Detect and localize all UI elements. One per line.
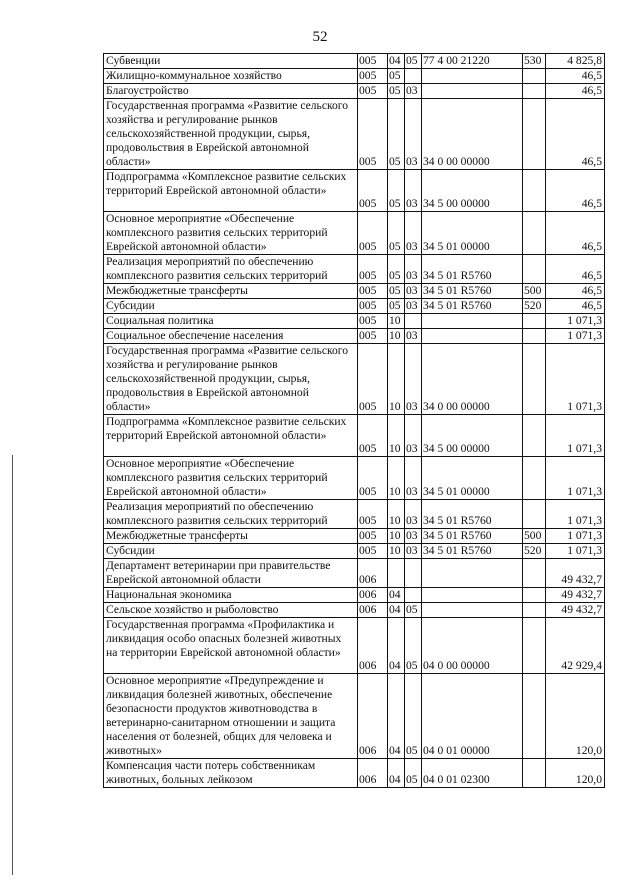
cell-rz: 10 bbox=[388, 500, 405, 529]
cell-ved: 005 bbox=[358, 344, 388, 415]
cell-sum: 49 432,7 bbox=[546, 588, 605, 603]
cell-sum: 120,0 bbox=[546, 759, 605, 788]
cell-name: Государственная программа «Развитие сельского хозяйства и регулирование рынков сельскохозяйственной продукции, сырья, продовольствия в Еврейской автономной области» bbox=[104, 344, 358, 415]
budget-table bbox=[103, 53, 605, 788]
cell-vr bbox=[523, 588, 546, 603]
cell-ved: 005 bbox=[358, 69, 388, 84]
cell-csr: 77 4 00 21220 bbox=[422, 54, 523, 69]
cell-ved: 006 bbox=[358, 559, 388, 588]
cell-csr: 34 5 01 R5760 bbox=[422, 500, 523, 529]
cell-pr bbox=[405, 314, 422, 329]
table-row bbox=[104, 529, 605, 544]
cell-ved: 006 bbox=[358, 674, 388, 759]
cell-rz: 05 bbox=[388, 299, 405, 314]
cell-rz: 10 bbox=[388, 415, 405, 457]
table-row bbox=[104, 54, 605, 69]
table-row bbox=[104, 559, 605, 588]
cell-rz: 04 bbox=[388, 759, 405, 788]
table-row bbox=[104, 99, 605, 170]
cell-name: Компенсация части потерь собственникам животных, больных лейкозом bbox=[104, 759, 358, 788]
cell-pr: 03 bbox=[405, 344, 422, 415]
table-row bbox=[104, 500, 605, 529]
cell-sum: 49 432,7 bbox=[546, 603, 605, 618]
cell-pr: 05 bbox=[405, 603, 422, 618]
cell-csr: 34 5 01 R5760 bbox=[422, 284, 523, 299]
table-row bbox=[104, 457, 605, 500]
cell-vr bbox=[523, 674, 546, 759]
table-body bbox=[104, 54, 605, 788]
cell-pr: 03 bbox=[405, 284, 422, 299]
cell-name: Социальное обеспечение населения bbox=[104, 329, 358, 344]
cell-vr bbox=[523, 314, 546, 329]
cell-pr: 03 bbox=[405, 212, 422, 255]
cell-vr bbox=[523, 212, 546, 255]
cell-name: Реализация мероприятий по обеспечению комплексного развития сельских территорий bbox=[104, 500, 358, 529]
table-row bbox=[104, 69, 605, 84]
cell-pr: 03 bbox=[405, 99, 422, 170]
cell-rz: 10 bbox=[388, 529, 405, 544]
cell-vr bbox=[523, 99, 546, 170]
cell-sum: 46,5 bbox=[546, 299, 605, 314]
cell-pr: 03 bbox=[405, 457, 422, 500]
cell-sum: 49 432,7 bbox=[546, 559, 605, 588]
cell-pr: 05 bbox=[405, 618, 422, 674]
cell-pr bbox=[405, 69, 422, 84]
cell-name: Подпрограмма «Комплексное развитие сельских территорий Еврейской автономной области» bbox=[104, 170, 358, 212]
table-row bbox=[104, 544, 605, 559]
cell-vr bbox=[523, 415, 546, 457]
cell-csr: 34 5 00 00000 bbox=[422, 415, 523, 457]
cell-rz: 05 bbox=[388, 99, 405, 170]
cell-csr bbox=[422, 603, 523, 618]
cell-pr: 03 bbox=[405, 329, 422, 344]
cell-vr bbox=[523, 618, 546, 674]
cell-rz: 10 bbox=[388, 457, 405, 500]
cell-sum: 1 071,3 bbox=[546, 529, 605, 544]
cell-name: Сельское хозяйство и рыболовство bbox=[104, 603, 358, 618]
cell-sum: 46,5 bbox=[546, 69, 605, 84]
cell-sum: 46,5 bbox=[546, 99, 605, 170]
cell-name: Департамент ветеринарии при правительстве Еврейской автономной области bbox=[104, 559, 358, 588]
cell-rz: 05 bbox=[388, 212, 405, 255]
table-row bbox=[104, 170, 605, 212]
cell-csr: 34 5 01 R5760 bbox=[422, 255, 523, 284]
cell-sum: 1 071,3 bbox=[546, 314, 605, 329]
cell-pr: 03 bbox=[405, 415, 422, 457]
cell-csr: 34 5 01 R5760 bbox=[422, 299, 523, 314]
cell-ved: 005 bbox=[358, 529, 388, 544]
cell-csr bbox=[422, 329, 523, 344]
cell-vr: 500 bbox=[523, 529, 546, 544]
cell-sum: 46,5 bbox=[546, 212, 605, 255]
cell-sum: 46,5 bbox=[546, 84, 605, 99]
cell-vr bbox=[523, 603, 546, 618]
table-row bbox=[104, 212, 605, 255]
cell-csr: 04 0 00 00000 bbox=[422, 618, 523, 674]
cell-ved: 005 bbox=[358, 544, 388, 559]
table-row bbox=[104, 299, 605, 314]
cell-ved: 005 bbox=[358, 299, 388, 314]
cell-rz: 05 bbox=[388, 170, 405, 212]
cell-name: Основное мероприятие «Предупреждение и ликвидация болезней животных, обеспечение безопасности продуктов животноводства в ветеринарно-санитарном отношении и защита населения от болезней, общих для человека и животных» bbox=[104, 674, 358, 759]
cell-name: Межбюджетные трансферты bbox=[104, 284, 358, 299]
cell-csr bbox=[422, 588, 523, 603]
table-row bbox=[104, 84, 605, 99]
cell-pr: 03 bbox=[405, 500, 422, 529]
cell-vr: 500 bbox=[523, 284, 546, 299]
cell-csr: 04 0 01 00000 bbox=[422, 674, 523, 759]
cell-rz: 04 bbox=[388, 674, 405, 759]
cell-name: Субвенции bbox=[104, 54, 358, 69]
cell-pr: 03 bbox=[405, 544, 422, 559]
cell-rz: 10 bbox=[388, 344, 405, 415]
cell-csr bbox=[422, 84, 523, 99]
cell-pr: 03 bbox=[405, 84, 422, 99]
cell-vr: 520 bbox=[523, 299, 546, 314]
margin-line bbox=[12, 455, 13, 875]
cell-rz: 10 bbox=[388, 314, 405, 329]
table-row bbox=[104, 314, 605, 329]
cell-rz: 05 bbox=[388, 255, 405, 284]
cell-pr: 03 bbox=[405, 529, 422, 544]
cell-vr bbox=[523, 559, 546, 588]
cell-csr: 34 5 01 00000 bbox=[422, 457, 523, 500]
cell-vr: 530 bbox=[523, 54, 546, 69]
cell-csr: 34 0 00 00000 bbox=[422, 99, 523, 170]
table-row bbox=[104, 284, 605, 299]
cell-rz: 10 bbox=[388, 329, 405, 344]
cell-csr: 34 5 01 R5760 bbox=[422, 529, 523, 544]
cell-ved: 005 bbox=[358, 329, 388, 344]
cell-name: Субсидии bbox=[104, 544, 358, 559]
table-row bbox=[104, 344, 605, 415]
table-row bbox=[104, 415, 605, 457]
table-row bbox=[104, 255, 605, 284]
cell-rz bbox=[388, 559, 405, 588]
cell-name: Государственная программа «Профилактика и ликвидация особо опасных болезней животных на территории Еврейской автономной области» bbox=[104, 618, 358, 674]
cell-name: Благоустройство bbox=[104, 84, 358, 99]
cell-pr: 05 bbox=[405, 759, 422, 788]
cell-vr bbox=[523, 457, 546, 500]
cell-rz: 10 bbox=[388, 544, 405, 559]
cell-sum: 1 071,3 bbox=[546, 457, 605, 500]
cell-vr bbox=[523, 170, 546, 212]
cell-sum: 4 825,8 bbox=[546, 54, 605, 69]
cell-ved: 005 bbox=[358, 170, 388, 212]
cell-csr: 34 0 00 00000 bbox=[422, 344, 523, 415]
cell-ved: 005 bbox=[358, 54, 388, 69]
table-row bbox=[104, 603, 605, 618]
cell-sum: 42 929,4 bbox=[546, 618, 605, 674]
cell-sum: 1 071,3 bbox=[546, 329, 605, 344]
cell-sum: 46,5 bbox=[546, 284, 605, 299]
cell-vr bbox=[523, 329, 546, 344]
cell-ved: 005 bbox=[358, 415, 388, 457]
cell-csr bbox=[422, 559, 523, 588]
table-row bbox=[104, 329, 605, 344]
cell-csr bbox=[422, 69, 523, 84]
cell-ved: 005 bbox=[358, 212, 388, 255]
cell-vr bbox=[523, 500, 546, 529]
cell-pr: 03 bbox=[405, 255, 422, 284]
cell-name: Государственная программа «Развитие сельского хозяйства и регулирование рынков сельскохозяйственной продукции, сырья, продовольствия в Еврейской автономной области» bbox=[104, 99, 358, 170]
table-row bbox=[104, 618, 605, 674]
cell-pr: 05 bbox=[405, 54, 422, 69]
cell-ved: 006 bbox=[358, 588, 388, 603]
cell-rz: 05 bbox=[388, 84, 405, 99]
cell-ved: 005 bbox=[358, 500, 388, 529]
cell-name: Национальная экономика bbox=[104, 588, 358, 603]
cell-ved: 005 bbox=[358, 99, 388, 170]
cell-pr: 03 bbox=[405, 170, 422, 212]
cell-rz: 04 bbox=[388, 588, 405, 603]
cell-ved: 005 bbox=[358, 314, 388, 329]
cell-name: Субсидии bbox=[104, 299, 358, 314]
cell-sum: 1 071,3 bbox=[546, 415, 605, 457]
cell-name: Социальная политика bbox=[104, 314, 358, 329]
cell-pr bbox=[405, 559, 422, 588]
cell-pr: 05 bbox=[405, 674, 422, 759]
cell-sum: 46,5 bbox=[546, 255, 605, 284]
cell-name: Жилищно-коммунальное хозяйство bbox=[104, 69, 358, 84]
cell-vr: 520 bbox=[523, 544, 546, 559]
cell-csr: 34 5 01 00000 bbox=[422, 212, 523, 255]
cell-ved: 005 bbox=[358, 284, 388, 299]
cell-name: Межбюджетные трансферты bbox=[104, 529, 358, 544]
cell-sum: 1 071,3 bbox=[546, 344, 605, 415]
cell-name: Основное мероприятие «Обеспечение комплексного развития сельских территорий Еврейской автономной области» bbox=[104, 212, 358, 255]
table-row bbox=[104, 588, 605, 603]
cell-csr bbox=[422, 314, 523, 329]
cell-ved: 006 bbox=[358, 618, 388, 674]
cell-pr: 03 bbox=[405, 299, 422, 314]
cell-sum: 46,5 bbox=[546, 170, 605, 212]
cell-sum: 1 071,3 bbox=[546, 544, 605, 559]
cell-sum: 120,0 bbox=[546, 674, 605, 759]
cell-csr: 34 5 01 R5760 bbox=[422, 544, 523, 559]
cell-rz: 04 bbox=[388, 603, 405, 618]
cell-name: Основное мероприятие «Обеспечение комплексного развития сельских территорий Еврейской автономной области» bbox=[104, 457, 358, 500]
cell-ved: 006 bbox=[358, 603, 388, 618]
cell-ved: 005 bbox=[358, 84, 388, 99]
table-row bbox=[104, 674, 605, 759]
cell-name: Подпрограмма «Комплексное развитие сельских территорий Еврейской автономной области» bbox=[104, 415, 358, 457]
cell-sum: 1 071,3 bbox=[546, 500, 605, 529]
cell-rz: 04 bbox=[388, 618, 405, 674]
cell-vr bbox=[523, 255, 546, 284]
cell-ved: 006 bbox=[358, 759, 388, 788]
cell-rz: 05 bbox=[388, 69, 405, 84]
cell-pr bbox=[405, 588, 422, 603]
cell-csr: 04 0 01 02300 bbox=[422, 759, 523, 788]
cell-rz: 04 bbox=[388, 54, 405, 69]
cell-csr: 34 5 00 00000 bbox=[422, 170, 523, 212]
table-row bbox=[104, 759, 605, 788]
cell-ved: 005 bbox=[358, 255, 388, 284]
cell-vr bbox=[523, 344, 546, 415]
cell-vr bbox=[523, 84, 546, 99]
cell-ved: 005 bbox=[358, 457, 388, 500]
cell-vr bbox=[523, 759, 546, 788]
page-number: 52 bbox=[312, 29, 328, 45]
cell-rz: 05 bbox=[388, 284, 405, 299]
cell-name: Реализация мероприятий по обеспечению комплексного развития сельских территорий bbox=[104, 255, 358, 284]
cell-vr bbox=[523, 69, 546, 84]
